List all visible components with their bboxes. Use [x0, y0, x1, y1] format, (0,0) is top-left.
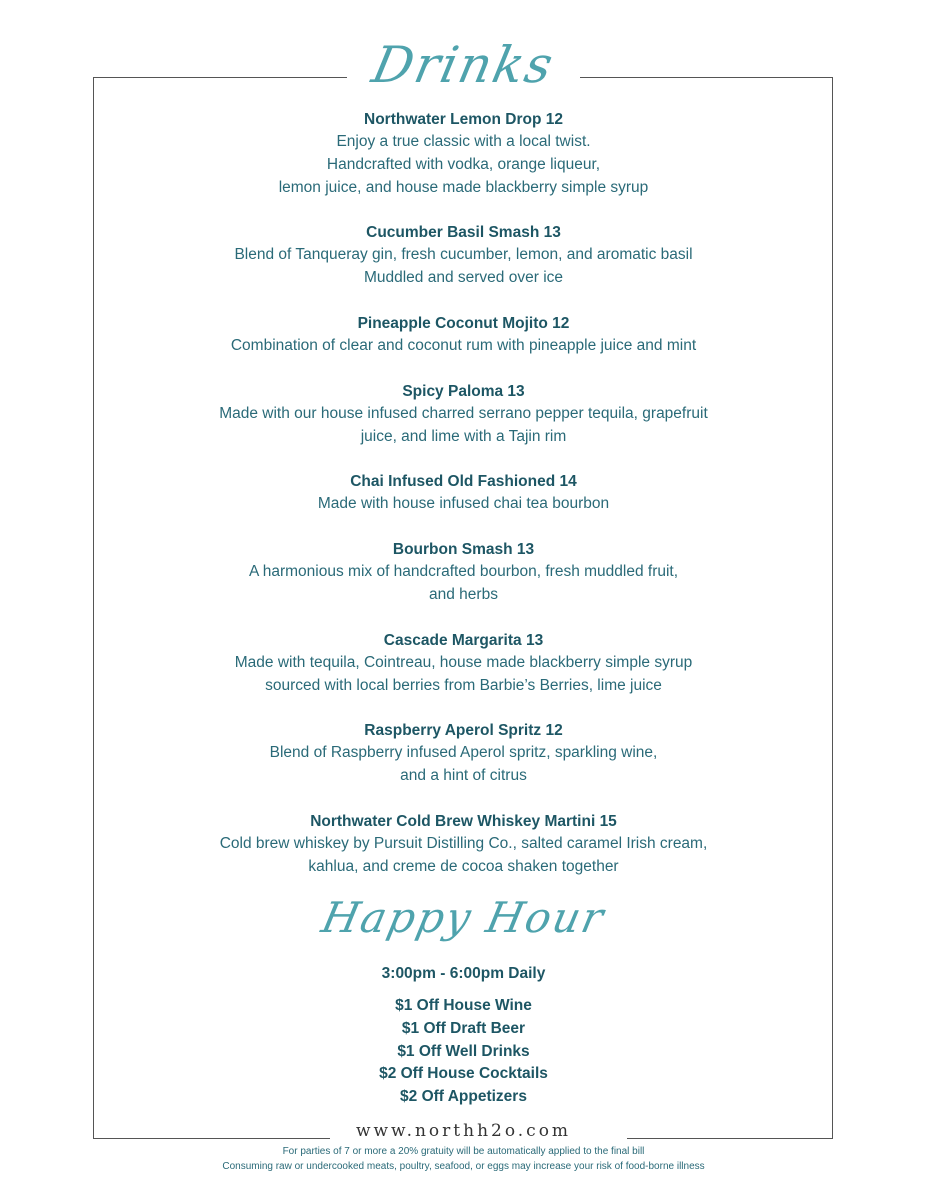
happy-hour-deals	[0, 995, 927, 1109]
drink-name: Pineapple Coconut Mojito 12	[357, 314, 570, 332]
happy-hour-deal: $1 Off Draft Beer	[401, 1019, 526, 1037]
drinks-list	[0, 109, 927, 902]
drink-description: Made with tequila, Cointreau, house made blackberry simple syrup sourced with local berries from Barbie’s Berries, lime juice	[234, 653, 693, 694]
drink-item	[0, 313, 927, 358]
drink-name: Chai Infused Old Fashioned 14	[350, 473, 577, 491]
drink-name: Raspberry Aperol Spritz 12	[364, 722, 563, 740]
happy-hour-deal: $1 Off Well Drinks	[397, 1042, 530, 1060]
drink-item	[0, 539, 927, 607]
drink-name: Cascade Margarita 13	[383, 631, 544, 649]
gratuity-note: For parties of 7 or more a 20% gratuity will be automatically applied to the final bill	[282, 1146, 645, 1157]
drink-item	[0, 630, 927, 698]
drink-name: Northwater Cold Brew Whiskey Martini 15	[310, 812, 617, 830]
happy-hour-time: 3:00pm - 6:00pm Daily	[381, 965, 546, 982]
drink-name: Cucumber Basil Smash 13	[366, 224, 561, 242]
drink-description: Made with our house infused charred serrano pepper tequila, grapefruit juice, and lime with a Tajin rim	[219, 404, 708, 445]
drink-description: Made with house infused chai tea bourbon	[317, 495, 610, 513]
happy-hour-deal: $1 Off House Wine	[395, 997, 532, 1014]
happy-hour-deal: $2 Off Appetizers	[400, 1088, 527, 1106]
drink-description: Enjoy a true classic with a local twist. Handcrafted with vodka, orange liqueur, lemon juice, and house made blackberry simple syrup	[278, 133, 649, 196]
drink-item	[0, 381, 927, 449]
health-warning: Consuming raw or undercooked meats, poultry, seafood, or eggs may increase your risk of food-borne illness	[222, 1161, 705, 1172]
drink-name: Northwater Lemon Drop 12	[364, 111, 563, 128]
website-url: www.northh2o.com	[355, 1121, 572, 1141]
drink-name: Spicy Paloma 13	[402, 382, 525, 400]
drink-item	[0, 222, 927, 290]
drinks-heading: Drinks	[367, 36, 560, 94]
drink-description: Blend of Tanqueray gin, fresh cucumber, lemon, and aromatic basil Muddled and served over ice	[234, 246, 693, 287]
drink-description: Combination of clear and coconut rum with pineapple juice and mint	[230, 336, 697, 354]
drink-description: A harmonious mix of handcrafted bourbon, fresh muddled fruit, and herbs	[248, 563, 679, 603]
drink-description: Cold brew whiskey by Pursuit Distilling Co., salted caramel Irish cream, kahlua, and creme de cocoa shaken together	[219, 834, 708, 875]
happy-hour-heading: Happy Hour	[317, 893, 610, 942]
drink-item	[0, 109, 927, 199]
drink-name: Bourbon Smash 13	[392, 541, 535, 559]
drink-item	[0, 811, 927, 879]
drink-description: Blend of Raspberry infused Aperol spritz, sparkling wine, and a hint of citrus	[269, 744, 658, 785]
drink-item	[0, 720, 927, 788]
drink-item	[0, 471, 927, 516]
happy-hour-deal: $2 Off House Cocktails	[379, 1065, 548, 1083]
